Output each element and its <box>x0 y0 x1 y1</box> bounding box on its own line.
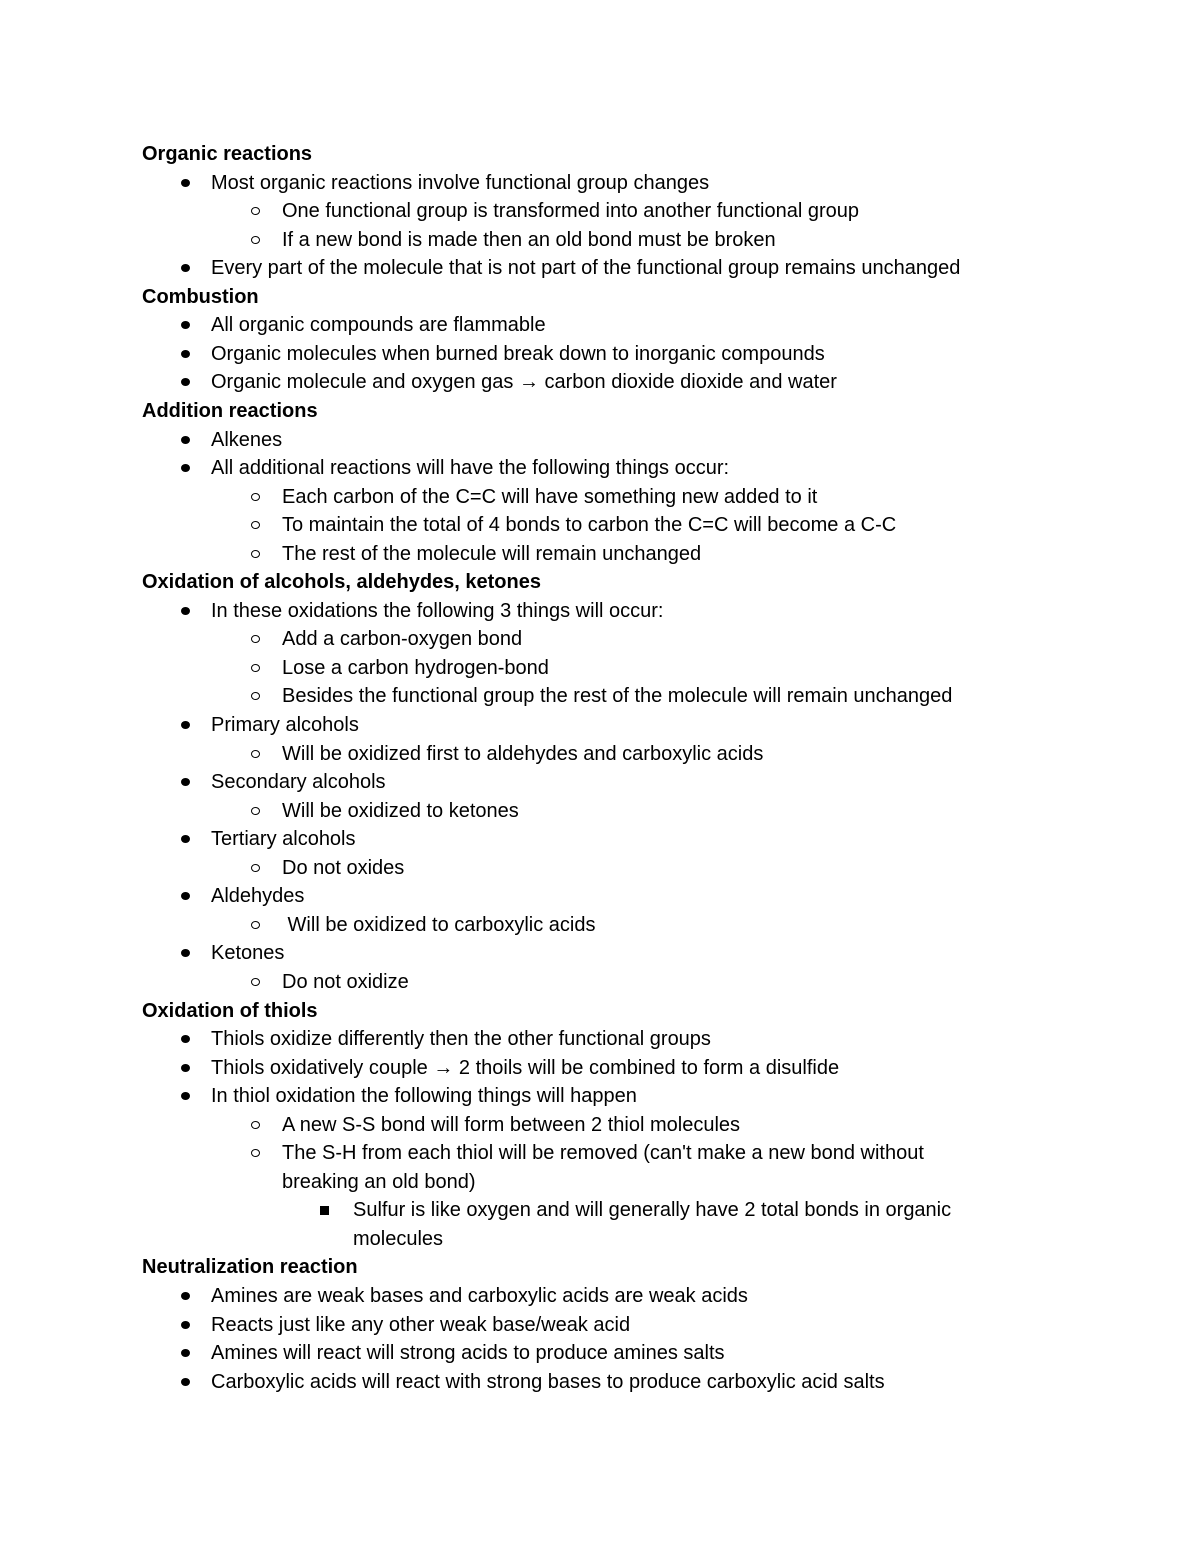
list-item-text: If a new bond is made then an old bond must be broken <box>282 228 776 251</box>
list-item-text: Will be oxidized to ketones <box>282 799 519 822</box>
bullet-circle-icon <box>247 625 267 654</box>
section-heading: Combustion <box>142 285 259 308</box>
list-item-text: Thiols oxidize differently then the other functional groups <box>211 1028 711 1051</box>
list-item-text: The rest of the molecule will remain unchanged <box>282 542 702 565</box>
bullet-circle-icon <box>247 540 267 569</box>
bullet-disc-icon <box>177 368 197 397</box>
bullet-circle-icon <box>247 911 267 940</box>
bullet-circle-icon <box>247 797 267 826</box>
list-item-text: Besides the functional group the rest of the molecule will remain unchanged <box>282 685 953 708</box>
list-item-text: Primary alcohols <box>211 714 359 736</box>
bullet-disc-icon <box>177 454 197 483</box>
bullet-square-icon <box>316 1196 336 1225</box>
list-item-text: Do not oxidize <box>282 970 409 993</box>
section-heading: Organic reactions <box>142 143 313 165</box>
bullet-circle-icon <box>247 654 267 683</box>
bullet-circle-icon <box>247 483 267 512</box>
bullet-circle-icon <box>247 682 267 711</box>
bullet-disc-icon <box>177 340 197 369</box>
list-item-text: In thiol oxidation the following things will happen <box>211 1085 637 1108</box>
bullet-disc-icon <box>177 711 197 740</box>
bullet-circle-icon <box>247 197 267 226</box>
list-item-text: One functional group is transformed into another functional group <box>282 200 860 223</box>
list-item-text: Amines will react will strong acids to produce amines salts <box>211 1342 725 1365</box>
list-item-text: Will be oxidized first to aldehydes and carboxylic acids <box>282 742 764 765</box>
bullet-disc-icon <box>177 597 197 626</box>
list-item-text: To maintain the total of 4 bonds to carbon the C=C will become a C-C <box>282 514 897 537</box>
bullet-disc-icon <box>177 882 197 911</box>
bullet-disc-icon <box>177 426 197 455</box>
list-item-text: Carboxylic acids will react with strong bases to produce carboxylic acid salts <box>211 1370 885 1393</box>
list-item-text: Organic molecule and oxygen gas → carbon dioxide dioxide and water <box>211 371 837 394</box>
list-item-text: Amines are weak bases and carboxylic acids are weak acids <box>211 1285 748 1307</box>
bullet-circle-icon <box>247 854 267 883</box>
list-item-text: Alkenes <box>211 428 283 451</box>
list-item-text: Lose a carbon hydrogen-bond <box>282 656 549 679</box>
section-heading: Neutralization reaction <box>142 1256 358 1279</box>
bullet-disc-icon <box>177 1339 197 1368</box>
bullet-disc-icon <box>177 768 197 797</box>
list-item-text: Do not oxides <box>282 856 405 879</box>
bullet-disc-icon <box>177 311 197 340</box>
list-item-text: Aldehydes <box>211 885 305 908</box>
bullet-circle-icon <box>247 1139 267 1168</box>
list-item-text: molecules <box>353 1227 444 1250</box>
section-heading: Oxidation of thiols <box>142 999 318 1022</box>
bullet-disc-icon <box>177 1054 197 1083</box>
list-item-text: All organic compounds are flammable <box>211 314 546 337</box>
list-item-text: Sulfur is like oxygen and will generally have 2 total bonds in organic <box>353 1199 952 1222</box>
bullet-disc-icon <box>177 1368 197 1397</box>
list-item-text: Will be oxidized to carboxylic acids <box>282 913 596 936</box>
bullet-disc-icon <box>177 1282 197 1311</box>
list-item-text: In these oxidations the following 3 things will occur: <box>211 599 664 622</box>
list-item-text: Secondary alcohols <box>211 771 386 794</box>
bullet-circle-icon <box>247 511 267 540</box>
bullet-disc-icon <box>177 939 197 968</box>
list-item-text: Tertiary alcohols <box>211 828 356 851</box>
bullet-disc-icon <box>177 1082 197 1111</box>
list-item-text: Most organic reactions involve functional group changes <box>211 171 710 194</box>
list-item-text: Thiols oxidatively couple → 2 thoils will be combined to form a disulfide <box>211 1056 840 1079</box>
bullet-circle-icon <box>247 740 267 769</box>
list-item-text: Reacts just like any other weak base/weak acid <box>211 1313 631 1336</box>
bullet-circle-icon <box>247 1111 267 1140</box>
list-item-text: Ketones <box>211 942 285 965</box>
bullet-disc-icon <box>177 1025 197 1054</box>
bullet-circle-icon <box>247 968 267 997</box>
section-heading: Addition reactions <box>142 399 318 422</box>
bullet-disc-icon <box>177 1311 197 1340</box>
list-item-text: All additional reactions will have the following things occur: <box>211 457 730 480</box>
bullet-circle-icon <box>247 226 267 255</box>
list-item-text: Organic molecules when burned break down to inorganic compounds <box>211 342 825 365</box>
list-item-text: The S-H from each thiol will be removed (can't make a new bond without <box>282 1142 924 1165</box>
bullet-disc-icon <box>177 169 197 198</box>
list-item-text: Each carbon of the C=C will have something new added to it <box>282 485 818 508</box>
list-item-text: Add a carbon-oxygen bond <box>282 628 523 651</box>
list-item-text: A new S-S bond will form between 2 thiol molecules <box>282 1113 741 1136</box>
bullet-disc-icon <box>177 254 197 283</box>
list-item-text: breaking an old bond) <box>282 1170 476 1193</box>
list-item-text: Every part of the molecule that is not part of the functional group remains unchanged <box>211 257 961 280</box>
section-heading: Oxidation of alcohols, aldehydes, ketones <box>142 571 541 594</box>
bullet-disc-icon <box>177 825 197 854</box>
